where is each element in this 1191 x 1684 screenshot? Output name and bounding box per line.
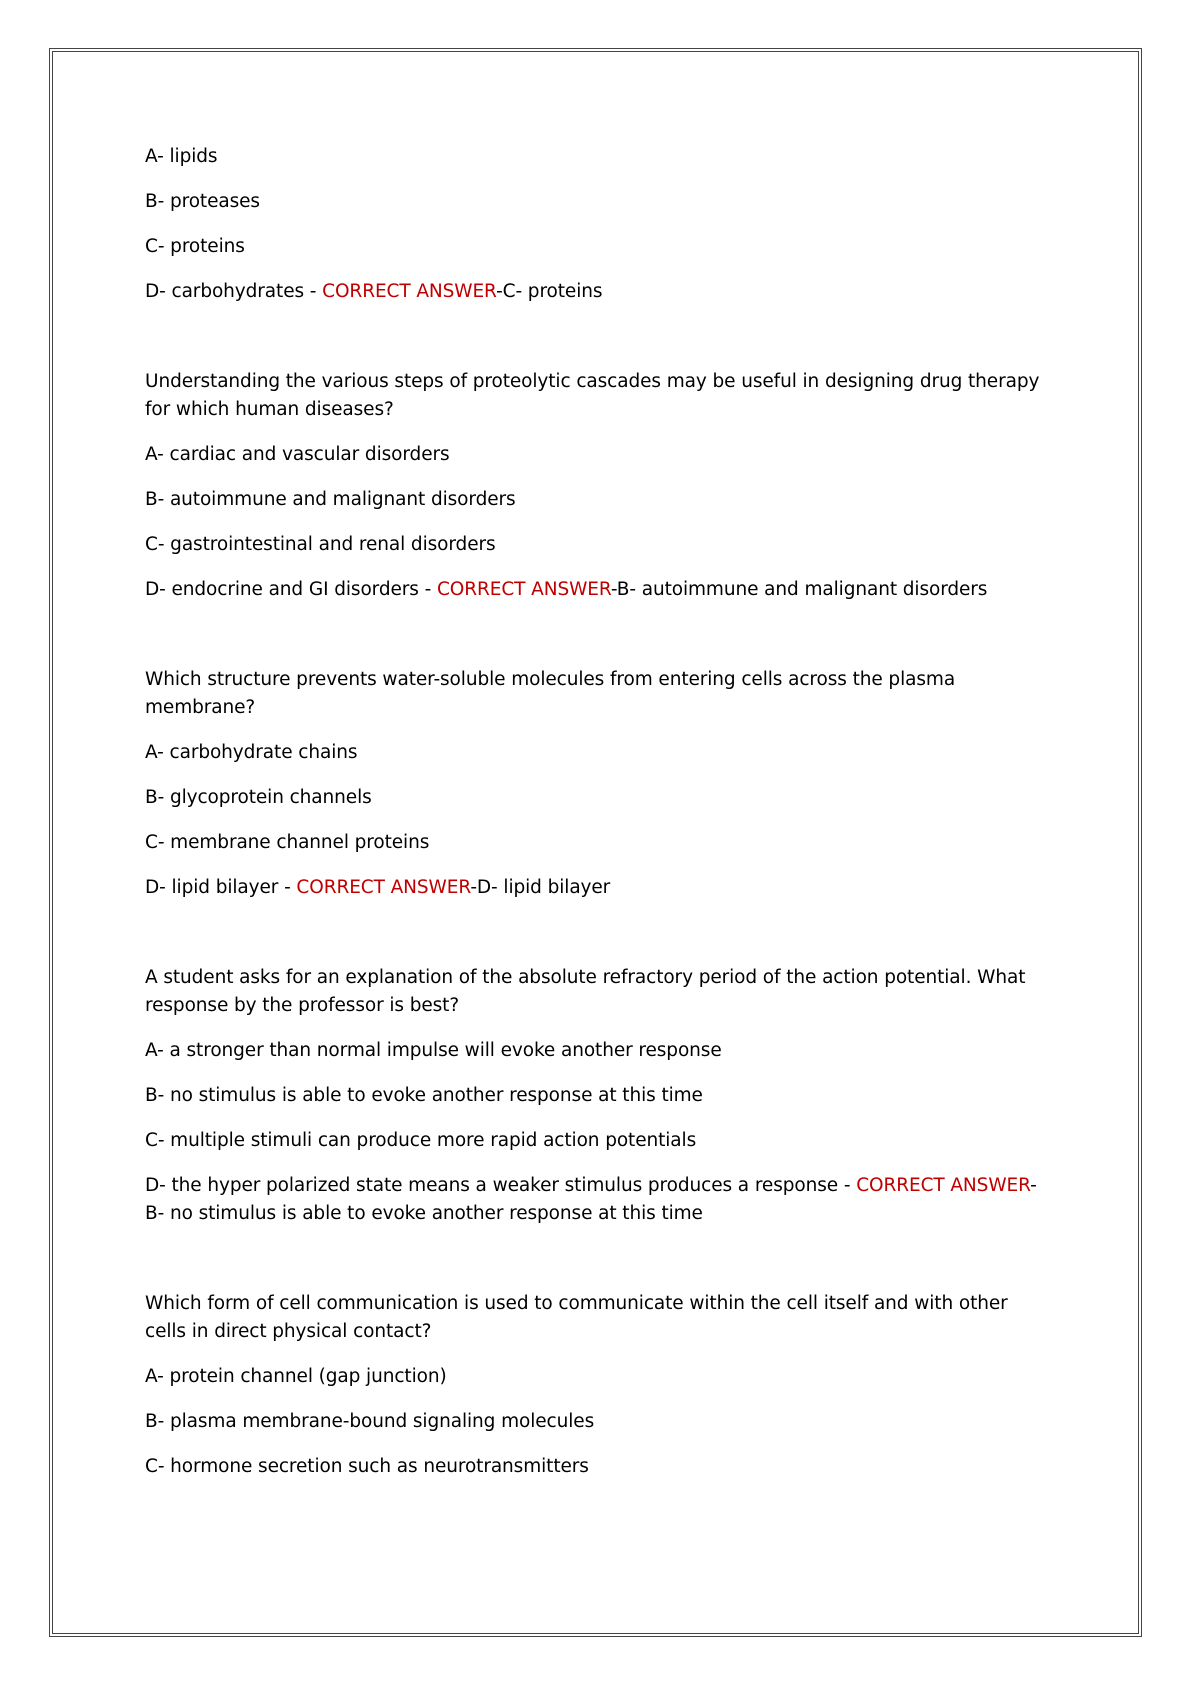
- option-d: D- carbohydrates -: [145, 281, 323, 302]
- question-block: [145, 368, 1045, 604]
- correct-answer-tag: CORRECT ANSWER: [322, 281, 497, 302]
- option-a: A- cardiac and vascular disorders: [145, 444, 450, 465]
- option-c: C- gastrointestinal and renal disorders: [145, 534, 496, 555]
- correct-answer: -B- autoimmune and malignant disorders: [610, 579, 988, 600]
- correct-answer: -D- lipid bilayer: [470, 877, 611, 898]
- quiz-content: [145, 143, 1045, 1498]
- option-d: D- the hyper polarized state means a weaker stimulus produces a response -: [145, 1175, 857, 1196]
- correct-answer: -C- proteins: [496, 281, 603, 302]
- question-block: [145, 143, 1045, 306]
- question-block: [145, 964, 1045, 1228]
- correct-answer-tag: CORRECT ANSWER: [856, 1175, 1031, 1196]
- option-d-with-answer: [145, 278, 1045, 306]
- option-b: B- no stimulus is able to evoke another response at this time: [145, 1085, 703, 1106]
- option-c: C- multiple stimuli can produce more rapid action potentials: [145, 1130, 697, 1151]
- question-block: [145, 666, 1045, 902]
- correct-answer-tag: CORRECT ANSWER: [436, 579, 611, 600]
- option-a: A- a stronger than normal impulse will evoke another response: [145, 1040, 722, 1061]
- option-a: A- protein channel (gap junction): [145, 1366, 447, 1387]
- option-b: B- proteases: [145, 191, 260, 212]
- option-d: D- lipid bilayer -: [145, 877, 297, 898]
- option-d-with-answer: [145, 1172, 1045, 1228]
- option-c: C- hormone secretion such as neurotransmitters: [145, 1456, 589, 1477]
- option-a: A- lipids: [145, 146, 218, 167]
- option-d-with-answer: [145, 576, 1045, 604]
- option-b: B- autoimmune and malignant disorders: [145, 489, 516, 510]
- question-text: Understanding the various steps of proteolytic cascades may be useful in designing drug therapy for which human diseases?: [145, 371, 1040, 420]
- option-a: A- carbohydrate chains: [145, 742, 358, 763]
- option-d-with-answer: [145, 874, 1045, 902]
- correct-answer: -B- no stimulus is able to evoke another response at this time: [145, 1175, 1037, 1224]
- question-text: Which structure prevents water-soluble molecules from entering cells across the plasma membrane?: [145, 669, 956, 718]
- option-d: D- endocrine and GI disorders -: [145, 579, 437, 600]
- option-c: C- membrane channel proteins: [145, 832, 430, 853]
- question-text: A student asks for an explanation of the absolute refractory period of the action potential. What response by the professor is best?: [145, 967, 1026, 1016]
- question-block: [145, 1290, 1045, 1481]
- question-text: Which form of cell communication is used to communicate within the cell itself and with other cells in direct physical contact?: [145, 1293, 1008, 1342]
- option-b: B- glycoprotein channels: [145, 787, 372, 808]
- option-b: B- plasma membrane-bound signaling molecules: [145, 1411, 595, 1432]
- correct-answer-tag: CORRECT ANSWER: [296, 877, 471, 898]
- option-c: C- proteins: [145, 236, 245, 257]
